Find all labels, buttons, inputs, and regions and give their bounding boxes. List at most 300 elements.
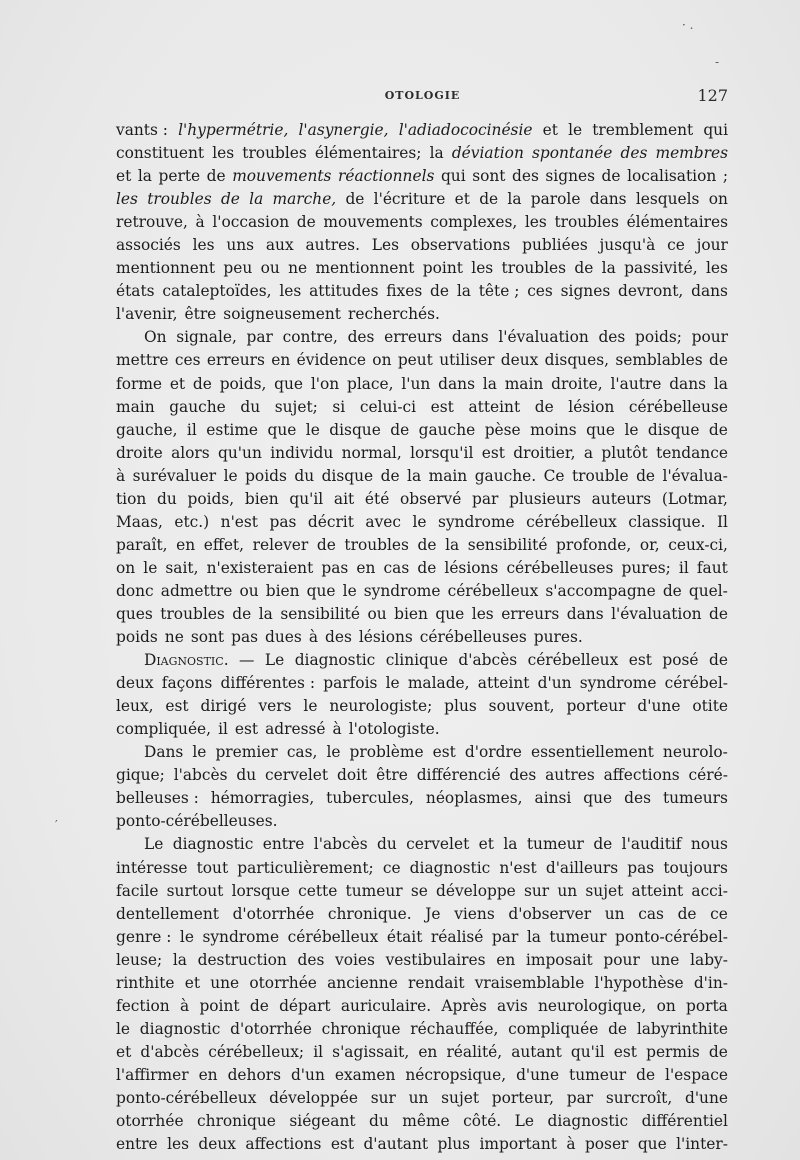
text-segment: troubles — [160, 604, 225, 623]
text-segment: sur — [524, 881, 550, 900]
text-segment: disque — [647, 420, 700, 439]
text-segment: fixes — [386, 282, 423, 301]
text-line — [116, 557, 728, 580]
text-segment: être — [376, 766, 408, 785]
text-segment: neurologique, — [538, 996, 647, 1015]
text-segment: attitudes — [309, 282, 379, 301]
text-segment: ces — [174, 351, 201, 370]
text-segment: On — [144, 328, 167, 347]
text-line — [116, 419, 728, 442]
text-segment: de — [192, 374, 212, 393]
text-segment: et — [169, 374, 186, 393]
text-segment: le — [412, 512, 427, 531]
text-segment: diagnostic — [409, 858, 491, 877]
text-segment: que — [274, 374, 304, 393]
text-segment: laby- — [690, 950, 728, 969]
text-line — [116, 1041, 728, 1064]
text-segment: entre — [116, 1135, 158, 1154]
text-segment: de — [708, 420, 728, 439]
text-segment: cette — [298, 881, 338, 900]
text-segment: de — [249, 996, 269, 1015]
text-line — [116, 949, 728, 972]
text-segment: d'abcès — [140, 1042, 200, 1061]
text-segment: était — [386, 927, 423, 946]
text-segment: vants : — [116, 121, 168, 139]
text-segment: a — [583, 443, 594, 462]
text-segment: imposait — [525, 950, 593, 969]
text-segment: de — [206, 167, 226, 186]
text-segment: développe — [436, 881, 516, 900]
text-segment: mouvements — [323, 213, 423, 232]
text-segment: dues — [265, 628, 302, 647]
text-segment: et — [454, 190, 470, 209]
text-segment: deux — [198, 1135, 236, 1154]
scan-speck: - — [715, 55, 720, 69]
text-segment: la — [526, 927, 541, 946]
text-segment: bien — [244, 489, 279, 508]
text-segment: Ce — [543, 466, 565, 485]
text-segment: donc — [116, 581, 154, 600]
text-segment: ou — [260, 259, 280, 278]
text-segment: voies — [335, 950, 375, 969]
text-segment: si — [332, 397, 346, 416]
margin-tick: ′ — [55, 818, 58, 832]
text-segment: du — [240, 397, 261, 416]
text-segment: nécropsique, — [405, 1065, 507, 1084]
text-segment: leux, — [116, 697, 154, 716]
text-segment: le — [305, 420, 320, 439]
text-segment: de — [390, 420, 410, 439]
text-segment: peut — [397, 351, 433, 370]
text-line — [116, 810, 728, 833]
text-segment: en — [496, 950, 516, 969]
text-segment: par — [566, 1088, 594, 1107]
text-segment: deux — [116, 674, 154, 693]
text-segment: d'un — [290, 1065, 325, 1084]
text-line — [116, 1133, 728, 1156]
text-segment: différentiel — [641, 1112, 728, 1131]
text-segment: ait — [333, 489, 355, 508]
text-segment: erreurs — [206, 351, 265, 370]
text-segment: n'est — [499, 858, 537, 877]
text-segment: l'affirmer — [116, 1065, 189, 1084]
text-segment: nous — [690, 835, 728, 854]
text-segment: l'abcès — [313, 835, 368, 854]
body-text — [116, 119, 728, 1156]
text-segment: gauche — [418, 420, 476, 439]
text-segment: cérébelleuse — [628, 397, 728, 416]
text-segment: décrit — [307, 512, 354, 531]
text-segment: de — [709, 604, 728, 623]
text-segment: que — [637, 1135, 667, 1154]
text-line — [116, 580, 728, 603]
text-segment: neurologiste; — [329, 697, 433, 716]
text-segment: les — [524, 213, 547, 232]
text-segment: mentionnent — [315, 259, 415, 278]
text-segment: diagnostic — [139, 1019, 221, 1038]
text-segment: des — [297, 950, 325, 969]
text-segment: (Lotmar, — [661, 489, 728, 508]
text-segment: tumeur — [345, 881, 403, 900]
text-segment: droite — [116, 443, 163, 462]
text-segment: erreurs — [384, 328, 443, 347]
text-segment: dentellement — [116, 904, 219, 923]
text-segment: ce — [710, 904, 728, 923]
text-segment: est — [628, 651, 652, 670]
text-segment: différentes : — [220, 674, 316, 693]
text-segment: du — [377, 835, 397, 854]
text-line — [116, 1110, 728, 1133]
text-segment: sur — [370, 1088, 396, 1107]
text-segment: profonde, — [556, 535, 632, 554]
text-segment: l'adiadococinésie — [398, 121, 533, 139]
text-segment: façons — [161, 674, 213, 693]
text-segment: Le — [144, 835, 164, 854]
scan-speck: · . — [682, 18, 694, 32]
text-segment: d'une — [516, 1065, 560, 1084]
text-segment: point — [199, 996, 240, 1015]
text-segment: poids, — [187, 489, 235, 508]
text-line — [116, 257, 728, 280]
text-segment: de — [417, 558, 437, 577]
text-segment: effet, — [203, 535, 245, 554]
text-segment: atteint — [631, 881, 684, 900]
text-segment: cérébelleux — [527, 651, 619, 670]
text-segment: de — [316, 535, 336, 554]
text-segment: Après — [441, 996, 487, 1015]
text-segment: problème — [349, 743, 424, 762]
text-segment: départ — [279, 996, 331, 1015]
text-segment: le — [143, 558, 158, 577]
text-segment: essentiellement — [530, 743, 654, 762]
text-segment: côté. — [463, 1112, 502, 1131]
text-segment: l'inter- — [676, 1135, 728, 1154]
text-segment: chronique. — [327, 904, 412, 923]
text-segment: poser — [584, 1135, 629, 1154]
text-segment: diagnostic — [172, 835, 254, 854]
text-segment: classique. — [628, 512, 706, 531]
text-segment: s'agissait, — [332, 1042, 410, 1061]
text-segment: néoplasmes, — [425, 789, 523, 808]
text-segment: des — [325, 628, 352, 647]
text-segment: peu — [223, 259, 253, 278]
text-segment: ce — [382, 858, 401, 877]
text-segment: pas — [231, 628, 259, 647]
text-segment: main — [116, 397, 155, 416]
text-segment: deux — [500, 351, 539, 370]
text-segment: le — [342, 581, 357, 600]
text-segment: céré- — [688, 766, 728, 785]
text-segment: main — [504, 374, 544, 393]
text-line — [116, 142, 728, 165]
text-line — [116, 649, 728, 672]
text-line — [116, 833, 728, 856]
text-segment: dans — [589, 190, 627, 209]
text-segment: troubles — [501, 259, 567, 278]
text-line — [116, 511, 728, 534]
text-segment: doit — [336, 766, 368, 785]
text-segment: du — [236, 766, 257, 785]
text-segment: recherchés. — [347, 305, 440, 324]
text-segment: important — [479, 1135, 557, 1154]
text-segment: ponto-cérébelleuses. — [116, 812, 278, 831]
text-segment: plusieurs — [509, 489, 581, 508]
text-line — [116, 373, 728, 396]
text-segment: autant — [511, 1042, 562, 1061]
text-segment: retrouve, — [116, 213, 188, 232]
text-segment: en — [198, 1065, 218, 1084]
text-segment: d'ailleurs — [545, 858, 619, 877]
text-segment: avis — [497, 996, 528, 1015]
text-segment: des — [598, 328, 626, 347]
text-segment: individu — [270, 443, 334, 462]
text-segment: ne — [288, 259, 308, 278]
text-segment: de — [574, 259, 594, 278]
text-segment: états — [116, 282, 155, 301]
text-segment: membres — [655, 144, 728, 163]
text-segment: place, — [346, 374, 394, 393]
text-segment: affections — [603, 766, 680, 785]
text-segment: signale, — [176, 328, 237, 347]
text-segment: ; — [722, 167, 728, 186]
text-segment: on — [708, 190, 728, 209]
text-segment: soigneusement — [223, 305, 341, 324]
text-segment: labyrinthite — [636, 1019, 728, 1038]
text-line — [116, 880, 728, 903]
text-line — [116, 741, 728, 764]
text-segment: chronique — [321, 1019, 401, 1038]
text-segment: la — [456, 282, 471, 301]
text-segment: le — [179, 927, 194, 946]
text-segment: du — [369, 1112, 389, 1131]
text-segment: de — [636, 466, 656, 485]
text-segment: à — [332, 720, 342, 739]
text-line — [116, 672, 728, 695]
text-segment: cérébelleux — [287, 927, 379, 946]
text-segment: d'une — [637, 697, 681, 716]
text-segment: dirigé — [200, 697, 247, 716]
text-segment: otorrhée — [116, 1112, 184, 1131]
text-segment: déviation — [451, 144, 524, 163]
text-segment: aux — [265, 236, 294, 255]
text-segment: du — [294, 466, 315, 485]
text-segment: etc.) — [174, 512, 210, 531]
text-segment: faut — [696, 558, 728, 577]
text-segment: s'accompagne — [545, 581, 656, 600]
text-line — [116, 1064, 728, 1087]
text-segment: du — [157, 489, 177, 508]
text-segment: le — [624, 420, 639, 439]
text-segment: d'otorrhée — [232, 904, 315, 923]
text-segment: la — [137, 167, 152, 186]
text-segment: vestibulaires — [385, 950, 486, 969]
text-segment: cervelet — [406, 835, 470, 854]
text-segment: des — [512, 167, 539, 186]
text-segment: d'observer — [508, 904, 592, 923]
text-segment: en — [418, 1042, 438, 1061]
text-segment: entre — [262, 835, 305, 854]
text-segment: porteur, — [491, 1088, 554, 1107]
text-segment: élémentaires; — [314, 144, 422, 163]
text-line — [116, 165, 728, 188]
text-segment: clinique — [385, 651, 448, 670]
text-segment: tête ; — [478, 282, 520, 301]
text-segment: siégeant — [289, 1112, 356, 1131]
text-segment: il — [678, 558, 689, 577]
text-segment: tumeur — [549, 927, 607, 946]
text-segment: tumeur — [569, 1065, 627, 1084]
text-segment: de — [534, 397, 554, 416]
text-segment: particulièrement; — [237, 858, 374, 877]
text-segment: on — [372, 351, 392, 370]
text-segment: de — [296, 213, 316, 232]
text-segment: semblables — [615, 351, 703, 370]
text-segment: Dans — [144, 743, 184, 762]
text-segment: Diagnostic. — [144, 651, 229, 670]
text-segment: cérébel- — [664, 674, 728, 693]
text-segment: le — [385, 674, 400, 693]
text-segment: le — [326, 743, 341, 762]
text-segment: qu'un — [218, 443, 262, 462]
text-segment: à — [566, 1135, 576, 1154]
text-segment: l'évalua- — [662, 466, 728, 485]
text-segment: cérébelleux — [526, 512, 617, 531]
text-segment: élémentaires — [626, 213, 728, 232]
text-segment: de — [380, 466, 400, 485]
text-segment: auteurs — [591, 489, 652, 508]
text-line — [116, 396, 728, 419]
text-segment: que — [435, 604, 465, 623]
text-segment: affections — [245, 1135, 322, 1154]
text-segment: la — [713, 374, 728, 393]
text-segment: l'hypothèse — [594, 973, 684, 992]
text-segment: une — [650, 950, 680, 969]
text-segment: qui — [440, 167, 466, 186]
text-segment: la — [429, 144, 444, 163]
text-segment: mouvements — [232, 167, 332, 186]
text-segment: dans — [691, 282, 728, 301]
text-line — [116, 234, 728, 257]
text-segment: Maas, — [116, 512, 163, 531]
text-segment: dans — [438, 374, 475, 393]
text-segment: et — [542, 121, 558, 139]
text-segment: il — [218, 720, 228, 739]
text-segment: ou — [239, 581, 259, 600]
text-segment: l'évaluation — [611, 604, 702, 623]
text-segment: qu'il — [289, 489, 324, 508]
text-segment: et — [478, 835, 494, 854]
text-segment: cérébelleux — [447, 581, 539, 600]
text-segment: réchauffée, — [410, 1019, 499, 1038]
text-segment: en — [176, 535, 196, 554]
text-segment: ponto-cérébel- — [615, 927, 728, 946]
text-segment: jour — [696, 236, 728, 255]
text-segment: uns — [226, 236, 255, 255]
text-segment: la — [249, 190, 264, 209]
text-segment: il — [313, 1042, 324, 1061]
text-segment: destruction — [197, 950, 287, 969]
text-segment: la — [445, 535, 460, 554]
text-segment: de — [677, 904, 697, 923]
text-segment: Le — [264, 651, 285, 670]
text-segment: gauche. — [474, 466, 537, 485]
text-segment: et — [116, 1042, 132, 1061]
text-segment: rendait — [408, 973, 465, 992]
text-line — [116, 303, 728, 326]
text-segment: l'otologiste. — [348, 720, 440, 739]
text-segment: localisation — [627, 167, 717, 186]
text-segment: on — [116, 558, 136, 577]
text-line — [116, 488, 728, 511]
text-segment: neurolo- — [662, 743, 728, 762]
text-segment: réalisé — [430, 927, 484, 946]
text-segment: des — [509, 766, 537, 785]
text-segment: spontanée — [531, 144, 613, 163]
text-segment: un — [408, 1088, 429, 1107]
text-segment: ce — [667, 236, 685, 255]
text-segment: cas — [638, 904, 664, 923]
text-segment: troubles — [147, 190, 212, 209]
text-segment: de — [430, 282, 450, 301]
text-segment: — — [239, 651, 255, 670]
text-segment: les — [279, 282, 302, 301]
text-segment: d'in- — [693, 973, 728, 992]
text-segment: pas — [321, 558, 349, 577]
text-segment: constituent — [116, 144, 205, 163]
text-segment: tumeur — [526, 835, 584, 854]
text-segment: par — [491, 927, 519, 946]
text-segment: une — [210, 973, 240, 992]
text-segment: tion — [116, 489, 147, 508]
text-segment: poids — [116, 628, 158, 647]
text-segment: disques, — [544, 351, 609, 370]
text-segment: pas — [269, 512, 297, 531]
text-segment: lorsqu'il — [410, 443, 474, 462]
text-segment: otite — [692, 697, 728, 716]
text-segment: lésions — [358, 628, 413, 647]
text-segment: viens — [454, 904, 495, 923]
text-segment: ne — [164, 628, 184, 647]
text-line — [116, 718, 728, 741]
text-segment: cataleptoïdes, — [162, 282, 272, 301]
text-segment: atteint — [477, 674, 530, 693]
text-segment: est — [481, 443, 505, 462]
text-segment: par — [472, 489, 499, 508]
text-line — [116, 972, 728, 995]
text-segment: forme — [116, 374, 163, 393]
text-segment: signes — [545, 167, 595, 186]
text-segment: de — [417, 535, 437, 554]
text-segment: est — [330, 1135, 355, 1154]
text-segment: est — [432, 743, 456, 762]
text-line — [116, 903, 728, 926]
text-segment: plus — [437, 1135, 471, 1154]
text-segment: de — [608, 1019, 628, 1038]
text-segment: diagnostic — [294, 651, 376, 670]
text-segment: perte — [158, 167, 201, 186]
text-segment: point — [422, 259, 463, 278]
text-segment: ceux-ci, — [668, 535, 728, 554]
text-segment: moins — [530, 420, 577, 439]
text-segment: gique; — [116, 766, 165, 785]
text-segment: dans — [566, 604, 604, 623]
text-segment: alors — [171, 443, 210, 462]
text-segment: auriculaire. — [340, 996, 432, 1015]
text-segment: compliquée, — [116, 720, 212, 739]
text-segment: or, — [639, 535, 660, 554]
text-line — [116, 926, 728, 949]
text-segment: d'un — [537, 674, 572, 693]
